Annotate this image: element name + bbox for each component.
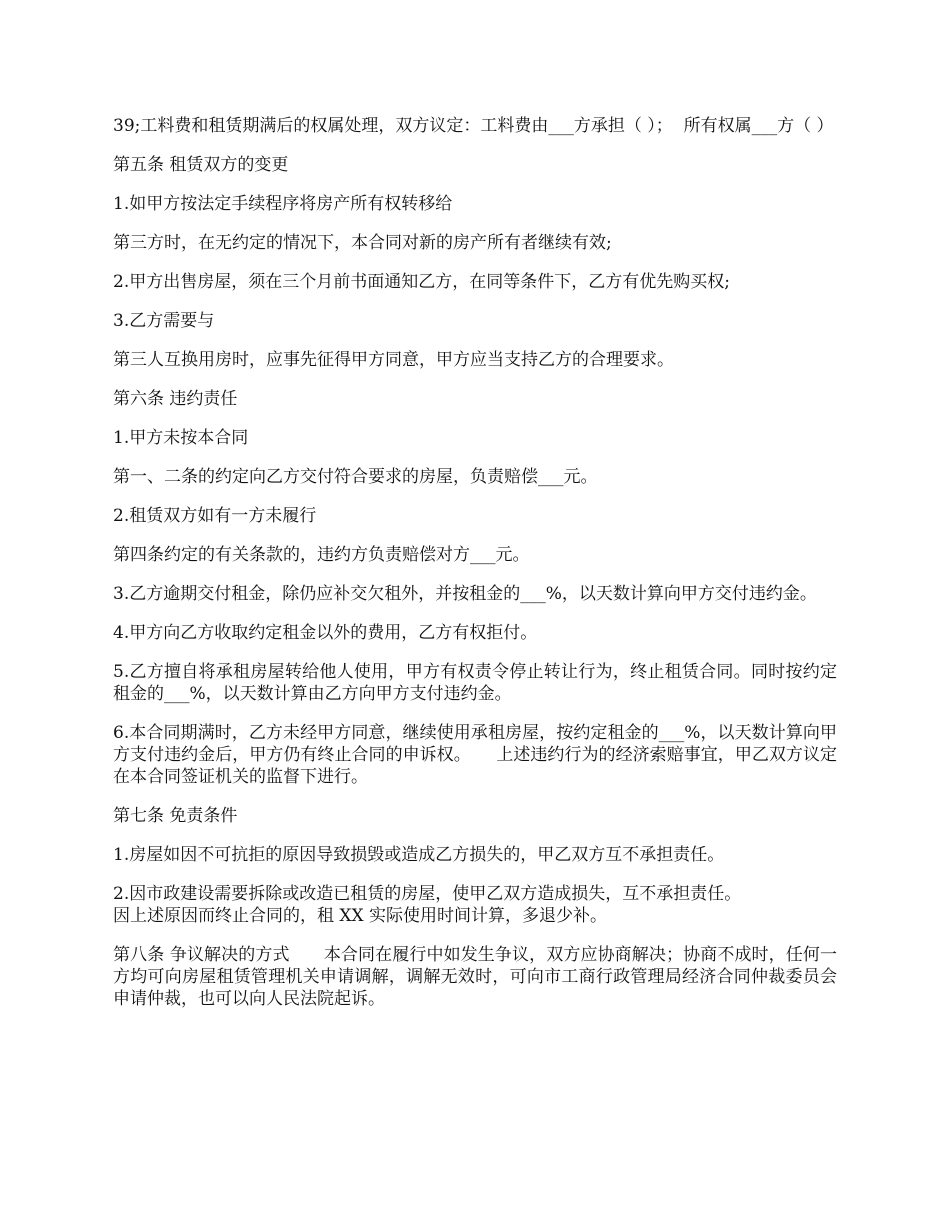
clause-paragraph-11: 3.乙方逾期交付租金，除仍应补交欠租外，并按租金的___%，以天数计算向甲方交付违约金。: [113, 584, 817, 604]
clause-paragraph-16: 2.因市政建设需要拆除或改造已租赁的房屋，使甲乙双方造成损失，互不承担责任。 因上述原因而终止合同的，租 XX 实际使用时间计算，多退少补。: [113, 884, 742, 926]
section-heading-article-5: 第五条 租赁双方的变更: [113, 155, 289, 175]
clause-paragraph-7: 1.甲方未按本合同: [113, 428, 249, 448]
section-heading-article-7: 第七条 免责条件: [113, 806, 238, 826]
clause-paragraph-15: 1.房屋如因不可抗拒的原因导致损毁或造成乙方损失的，甲乙双方互不承担责任。: [113, 845, 725, 865]
section-heading-article-8: 第八条 争议解决的方式 本合同在履行中如发生争议，双方应协商解决；协商不成时，任何一方均可向房屋租赁管理机关申请调解，调解无效时，可向市工商行政管理局经济合同仲裁委员会申请仲裁，也可以向人民法院起诉。: [113, 945, 837, 1009]
clause-paragraph-6: 第三人互换用房时，应事先征得甲方同意，甲方应当支持乙方的合理要求。: [113, 350, 674, 370]
clause-paragraph-10: 第四条约定的有关条款的，违约方负责赔偿对方___元。: [113, 545, 530, 565]
section-heading-article-6: 第六条 违约责任: [113, 389, 238, 409]
clause-paragraph-1: 39;工料费和租赁期满后的权属处理，双方议定：工料费由___方承担（ ）； 所有权属___方（ ）: [113, 116, 834, 136]
clause-paragraph-12: 4.甲方向乙方收取约定租金以外的费用，乙方有权拒付。: [113, 623, 538, 643]
clause-paragraph-14: 6.本合同期满时，乙方未经甲方同意，继续使用承租房屋，按约定租金的___%，以天数计算向甲方支付违约金后，甲方仍有终止合同的申诉权。 上述违约行为的经济索赔事宜，甲乙双方议定在本合同签证机关的监督下进行。: [113, 723, 837, 787]
clause-paragraph-3: 第三方时，在无约定的情况下，本合同对新的房产所有者继续有效;: [113, 233, 612, 253]
clause-paragraph-4: 2.甲方出售房屋，须在三个月前书面通知乙方，在同等条件下，乙方有优先购买权;: [113, 272, 730, 292]
clause-paragraph-9: 2.租赁双方如有一方未履行: [113, 506, 317, 526]
clause-paragraph-5: 3.乙方需要与: [113, 311, 215, 331]
clause-paragraph-2: 1.如甲方按法定手续程序将房产所有权转移给: [113, 194, 453, 214]
clause-paragraph-8: 第一、二条的约定向乙方交付符合要求的房屋，负责赔偿___元。: [113, 467, 598, 487]
clause-paragraph-13: 5.乙方擅自将承租房屋转给他人使用，甲方有权责令停止转让行为，终止租赁合同。同时按约定租金的___%，以天数计算由乙方向甲方支付违约金。: [113, 662, 837, 704]
